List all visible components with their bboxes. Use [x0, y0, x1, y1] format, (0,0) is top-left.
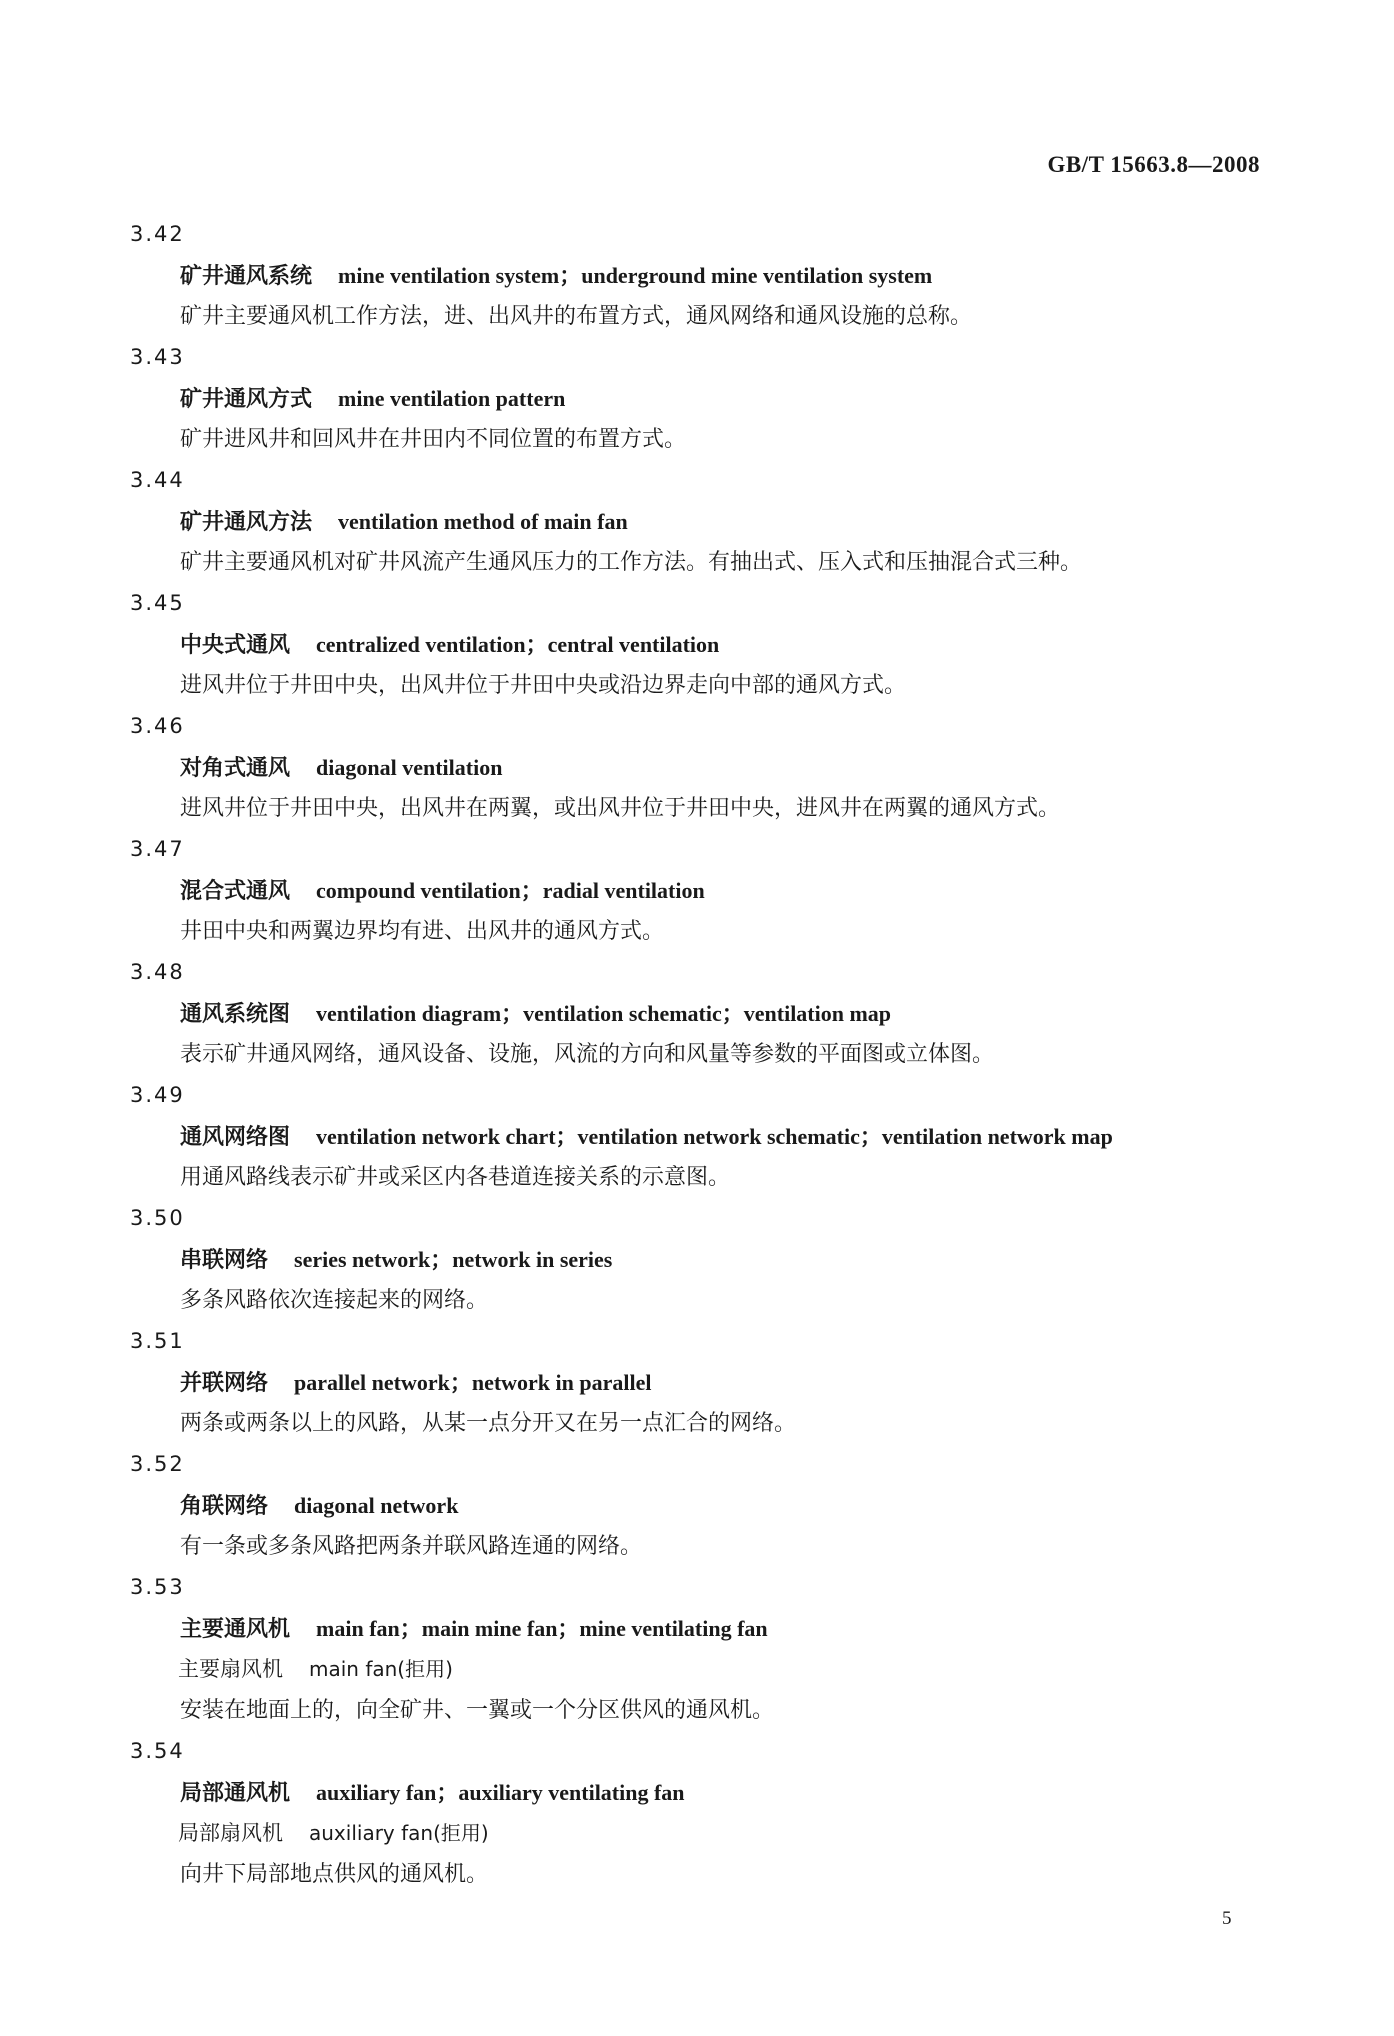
term-entry	[0, 952, 1394, 1075]
term-number: 3.53	[130, 1575, 185, 1599]
term-en: mine ventilation system；underground mine ventilation system	[338, 263, 933, 288]
term-en: auxiliary fan；auxiliary ventilating fan	[316, 1780, 685, 1805]
term-heading	[180, 378, 1394, 419]
term-definition: 井田中央和两翼边界均有进、出风井的通风方式。	[180, 919, 665, 944]
term-en: main fan；main mine fan；mine ventilating fan	[316, 1616, 768, 1641]
term-zh: 局部通风机	[180, 1780, 291, 1806]
term-entry	[0, 829, 1394, 952]
term-deprecated-en: auxiliary fan(拒用)	[309, 1821, 489, 1845]
term-entry	[0, 706, 1394, 829]
term-en: mine ventilation pattern	[338, 386, 566, 411]
term-en: diagonal network	[294, 1493, 459, 1518]
term-deprecated-zh: 主要扇风机	[178, 1657, 283, 1681]
term-definition: 进风井位于井田中央，出风井在两翼，或出风井位于井田中央，进风井在两翼的通风方式。	[180, 796, 1061, 821]
term-number: 3.45	[130, 591, 185, 615]
term-deprecated-zh: 局部扇风机	[178, 1821, 283, 1845]
term-zh: 通风系统图	[180, 1001, 291, 1027]
term-entry	[0, 1075, 1394, 1198]
term-zh: 对角式通风	[180, 755, 291, 781]
term-zh: 通风网络图	[180, 1124, 291, 1150]
term-definition: 矿井主要通风机对矿井风流产生通风压力的工作方法。有抽出式、压入式和压抽混合式三种。	[180, 550, 1083, 575]
term-heading	[180, 870, 1394, 911]
term-zh: 角联网络	[180, 1493, 269, 1519]
term-entry	[0, 1567, 1394, 1731]
standard-code: GB/T 15663.8—2008	[1047, 152, 1260, 177]
term-number: 3.51	[130, 1329, 185, 1353]
term-zh: 矿井通风方法	[180, 509, 313, 535]
term-number: 3.54	[130, 1739, 185, 1763]
term-number: 3.52	[130, 1452, 185, 1476]
term-definition: 安装在地面上的，向全矿井、一翼或一个分区供风的通风机。	[180, 1698, 775, 1723]
term-definition: 用通风路线表示矿井或采区内各巷道连接关系的示意图。	[180, 1165, 731, 1190]
term-heading	[180, 993, 1394, 1034]
term-definition: 向井下局部地点供风的通风机。	[180, 1862, 489, 1887]
term-number: 3.46	[130, 714, 185, 738]
term-entry	[0, 214, 1394, 337]
term-entry	[0, 1731, 1394, 1895]
term-definition: 有一条或多条风路把两条并联风路连通的网络。	[180, 1534, 643, 1559]
page-number: 5	[1222, 1908, 1232, 1929]
term-en: ventilation diagram；ventilation schematic；ventilation map	[316, 1001, 892, 1026]
term-definition: 两条或两条以上的风路，从某一点分开又在另一点汇合的网络。	[180, 1411, 797, 1436]
term-number: 3.44	[130, 468, 185, 492]
term-entry	[0, 1321, 1394, 1444]
term-heading	[180, 1772, 1394, 1813]
term-heading	[180, 1116, 1394, 1157]
term-zh: 中央式通风	[180, 632, 291, 658]
term-deprecated-en: main fan(拒用)	[309, 1657, 453, 1681]
term-zh: 并联网络	[180, 1370, 269, 1396]
term-number: 3.48	[130, 960, 185, 984]
term-definition: 进风井位于井田中央，出风井位于井田中央或沿边界走向中部的通风方式。	[180, 673, 907, 698]
term-en: ventilation network chart；ventilation network schematic；ventilation network map	[316, 1124, 1113, 1149]
term-entry	[0, 1198, 1394, 1321]
term-entry	[0, 583, 1394, 706]
term-en: parallel network；network in parallel	[294, 1370, 652, 1395]
term-deprecated	[178, 1649, 1394, 1690]
term-zh: 串联网络	[180, 1247, 269, 1273]
term-heading	[180, 1485, 1394, 1526]
term-en: series network；network in series	[294, 1247, 613, 1272]
term-heading	[180, 1362, 1394, 1403]
term-number: 3.49	[130, 1083, 185, 1107]
term-zh: 矿井通风系统	[180, 263, 313, 289]
term-number: 3.47	[130, 837, 185, 861]
term-heading	[180, 1608, 1394, 1649]
term-list	[0, 214, 1394, 1895]
term-heading	[180, 255, 1394, 296]
term-en: compound ventilation；radial ventilation	[316, 878, 705, 903]
term-definition: 矿井进风井和回风井在井田内不同位置的布置方式。	[180, 427, 687, 452]
term-entry	[0, 1444, 1394, 1567]
term-number: 3.50	[130, 1206, 185, 1230]
term-entry	[0, 337, 1394, 460]
term-deprecated	[178, 1813, 1394, 1854]
term-number: 3.43	[130, 345, 185, 369]
term-entry	[0, 460, 1394, 583]
term-heading	[180, 501, 1394, 542]
term-en: centralized ventilation；central ventilation	[316, 632, 720, 657]
term-en: ventilation method of main fan	[338, 509, 628, 534]
term-heading	[180, 624, 1394, 665]
term-en: diagonal ventilation	[316, 755, 503, 780]
term-zh: 混合式通风	[180, 878, 291, 904]
term-zh: 主要通风机	[180, 1616, 291, 1642]
term-heading	[180, 747, 1394, 788]
term-number: 3.42	[130, 222, 185, 246]
term-heading	[180, 1239, 1394, 1280]
term-zh: 矿井通风方式	[180, 386, 313, 412]
term-definition: 表示矿井通风网络，通风设备、设施，风流的方向和风量等参数的平面图或立体图。	[180, 1042, 995, 1067]
term-definition: 多条风路依次连接起来的网络。	[180, 1288, 489, 1313]
term-definition: 矿井主要通风机工作方法，进、出风井的布置方式，通风网络和通风设施的总称。	[180, 304, 973, 329]
